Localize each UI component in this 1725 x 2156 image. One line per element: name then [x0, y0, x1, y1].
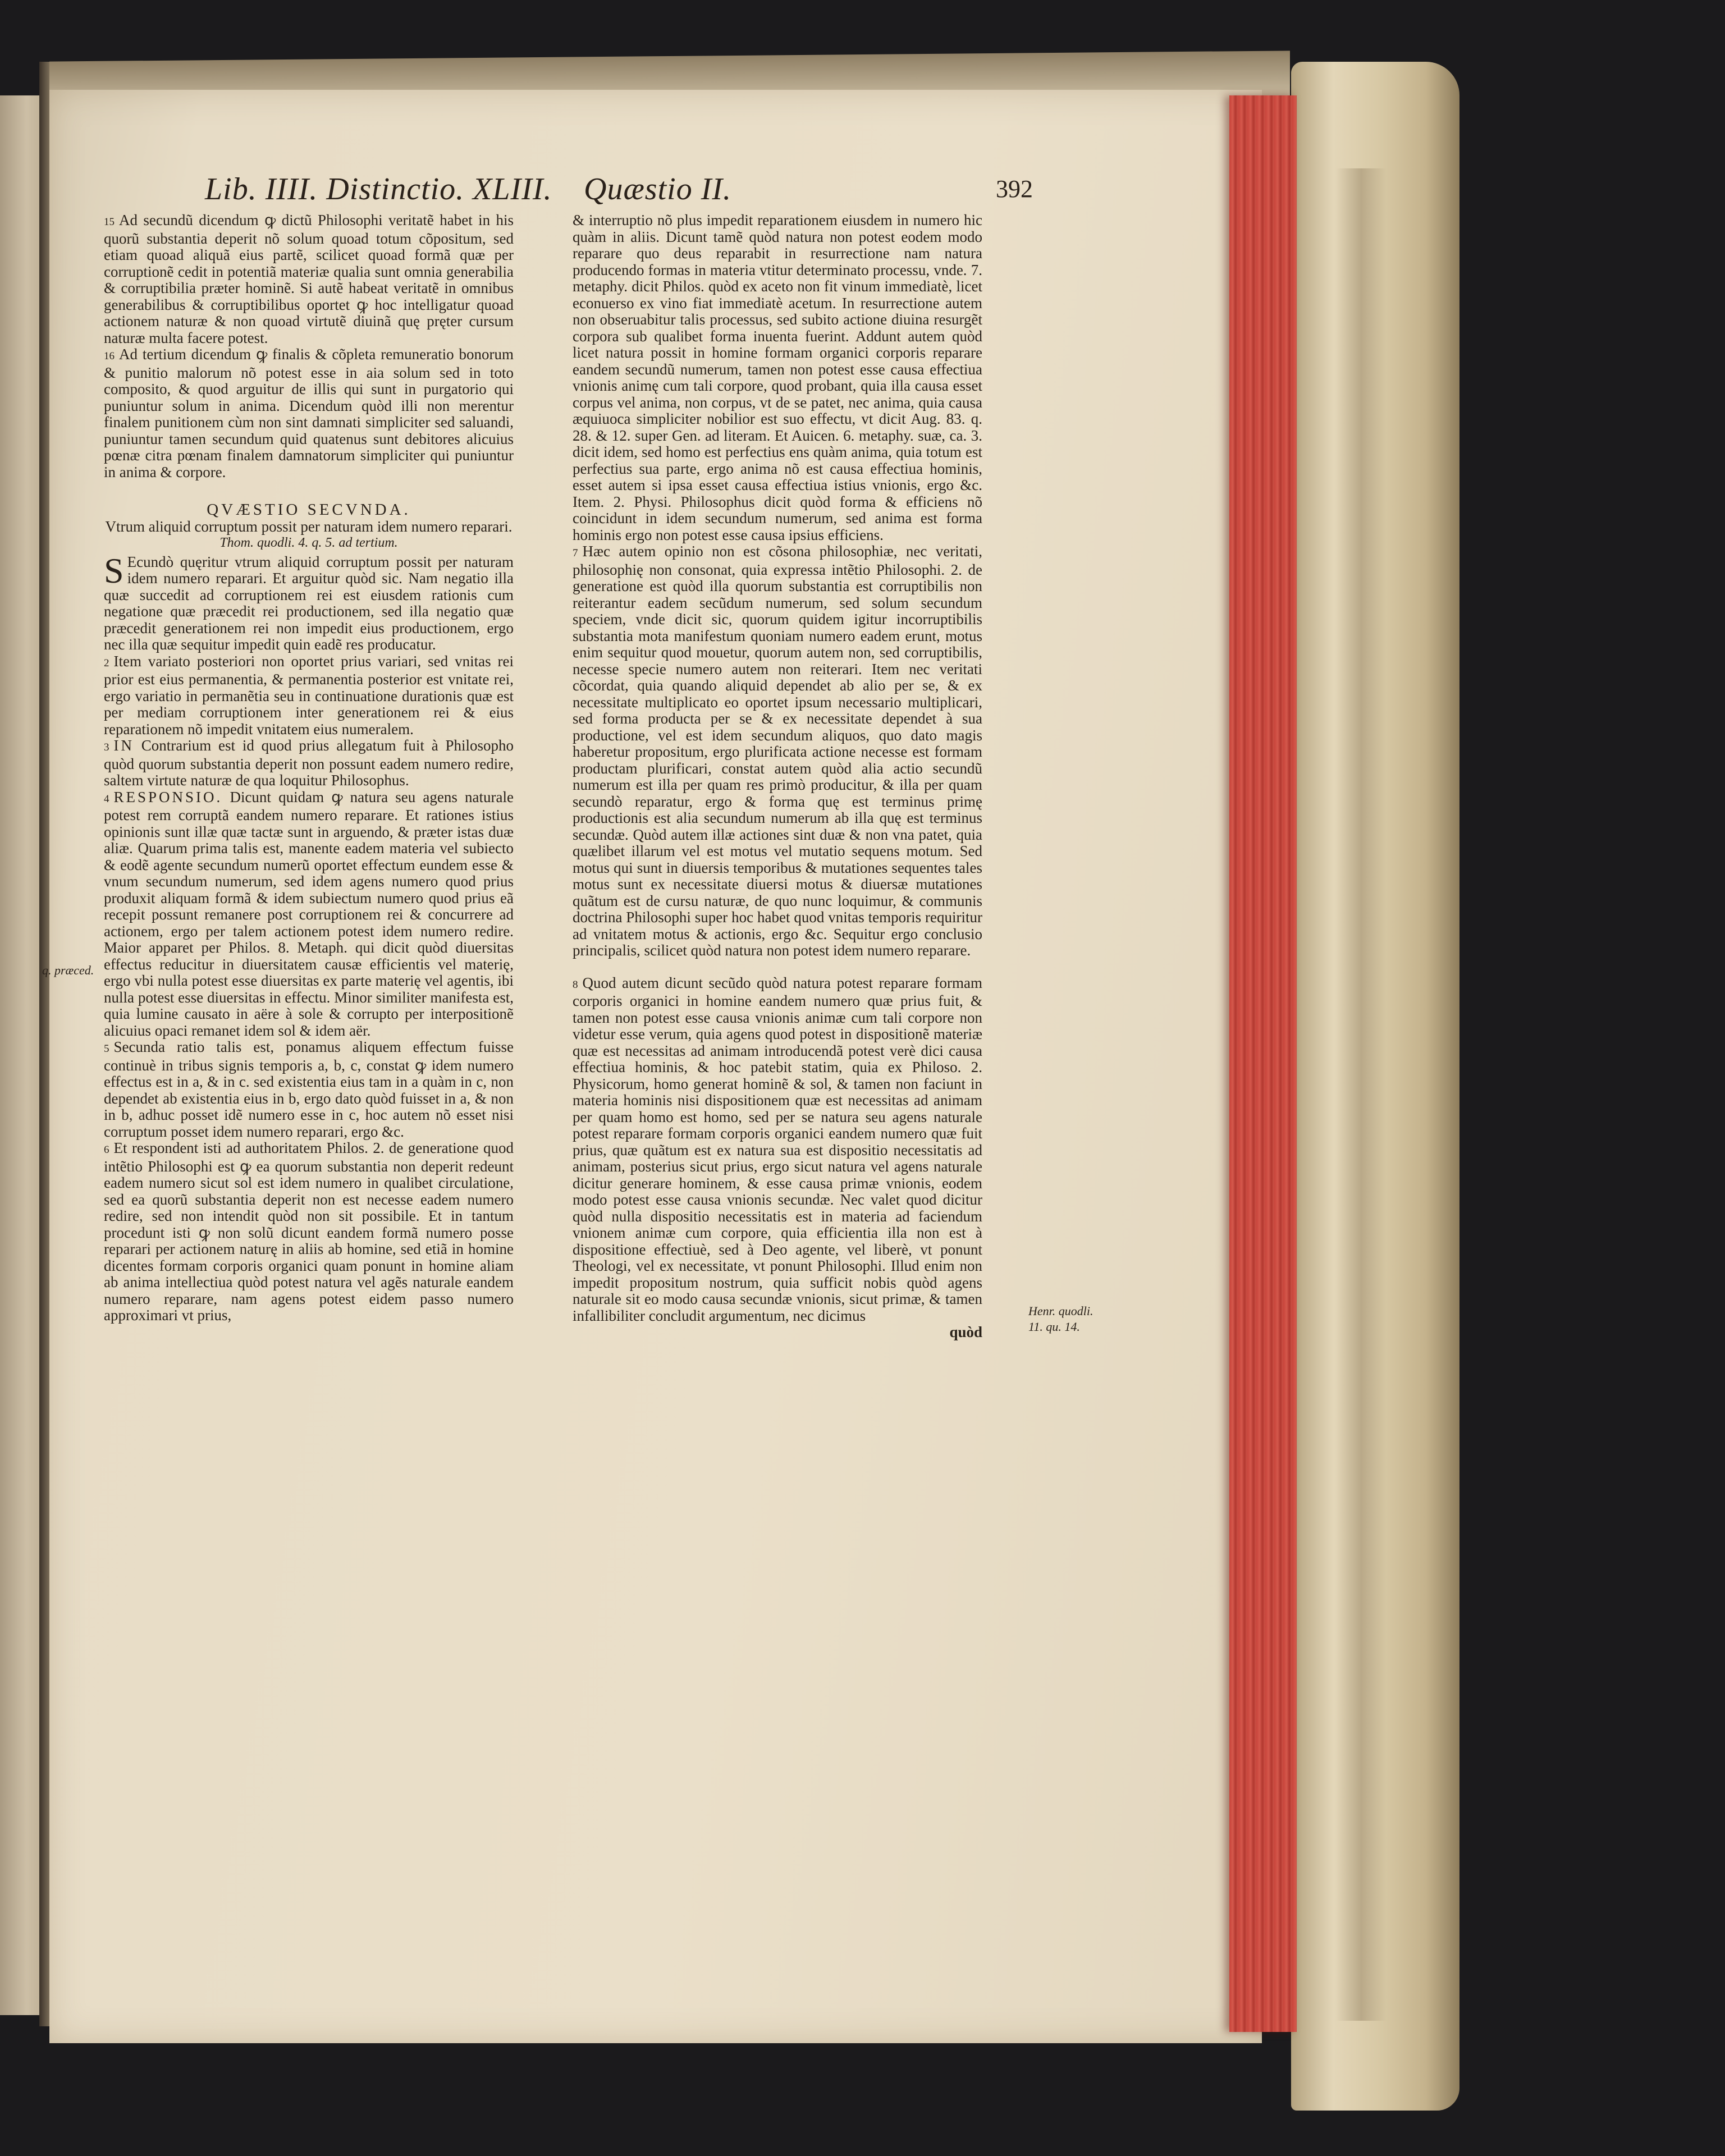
right-text-column [573, 212, 982, 1341]
drop-cap: S [104, 550, 124, 591]
catchword: quòd [949, 1324, 982, 1340]
paragraph-3: 3 IN Contrarium est id quod prius allegatum fuit à Philosopho quòd quorum substantia deperit non possunt eadem numero redire, saltem virtute naturæ de qua loquitur Philosophus. [104, 737, 514, 789]
paragraph-6: 6 Et respondent isti ad authoritatem Philos. 2. de generatione quod intẽtio Philosophi est ꝙ ea quorum substantia non deperit redeunt eadem numero sicut sol est idem numero in qualibet circulatione, sed ea quorũ substantia deperit non est necesse eadem numero redire, sed non intendit quòd non sit possibile. Et in tantum procedunt isti ꝙ non solũ dicunt eandem formã numero posse reparari per actionem naturę in aliis ab homine, sed etiã in homine dicentes formam corporis organici quam ponunt in homine aliam ab anima intellectiua quòd potest natura vel agẽs naturale eandem numero reparare, nam agens potest eidem passo numero approximari vt prius, [104, 1139, 514, 1324]
paragraph-16: 16 Ad tertium dicendum ꝙ finalis & cõpleta remuneratio bonorum & punitio malorum nõ potest esse in aia solum sed in toto composito, & quod arguitur de illis qui sunt in purgatorio qui puniuntur solum in anima. Dicendum quòd illi non merentur finalem punitionem cùm non sint damnati simpliciter sed saluandi, puniuntur tamen secundum quid quatenus sunt debitores alicuius pœnæ citra pœnam finalem damnatorum simpliciter qui puniuntur in anima & corpore. [104, 346, 514, 480]
question-subtitle: Vtrum aliquid corruptum possit per naturam idem numero reparari. [105, 518, 513, 535]
page-number: 392 [996, 175, 1033, 203]
paragraph-8: 8 Quod autem dicunt secũdo quòd natura potest reparare formam corporis organici in homine eandem numero quæ prius fuit, & tamen non potest esse causa vnionis animæ cum tali corpore non videtur esse verum, quia agens quod potest in dispositionẽ materiæ quæ est necessitas ad animam introducendã potest verè dici causa effectiua hominis, & hoc patebit statim, quia ex Philoso. 2. Physicorum, homo generat hominẽ & sol, & tamen non faciunt in materia hominis nisi dispositionem quæ est necessitas ad animam per quam homo est homo, sed per se natura seu agens naturale potest reparare formam corporis organici eandem numero quæ fuit prius, quæ quãtum est ex natura sua est dispositio necessitatis ad animam, posterius sicut prius, ergo sicut natura vel agens naturale dicitur generare hominem, & esse causa primæ vnionis, eodem modo potest esse causa vnionis secundæ. Nec valet quod dicitur quòd nulla dispositio necessitatis est in materia ad faciendum vnionem animæ cum corpore, quia efficientia illa non est à dispositione effectiuè, sed à Deo agente, vel liberè, vt ponunt Theologi, vel ex necessitate, vt ponunt Philosophi. Illud enim non impedit propositum nostrum, quia sufficit nobis quòd agens naturale sit eo modo causa secundæ vnionis, sicut primæ, & tamen infallibiliter concludit argumentum, nec dicimus [573, 974, 982, 1324]
paragraph-5: 5 Secunda ratio talis est, ponamus aliquem effectum fuisse continuè in tribus signis temporis a, b, c, constat ꝙ idem numero effectus est in a, & in c. sed existentia eius tam in a quàm in c, non dependet ab existentia eius in b, ergo dato quòd fuisset in a, & non in b, adhuc posset idẽ numero esse in c, hoc autem nõ esset nisi corruptum posset idem numero reparari, ergo &c. [104, 1038, 514, 1140]
paragraph-2: 2 Item variato posteriori non oportet prius variari, sed vnitas rei prior est eius permanentia, & permanentia posterior est vnitate rei, ergo variatio in permanẽtia seu in continuatione durationis quæ est per mediam corruptionem inter generationem rei & eius reparationem nõ impedit vnitatem eius numeralem. [104, 652, 514, 738]
paragraph-4: 4 RESPONSIO. Dicunt quidam ꝙ natura seu agens naturale potest rem corruptã eandem numero reparare. Et rationes istius opinionis sunt illæ quæ tactæ sunt in arguendo, & præter istas duæ aliæ. Quarum prima talis est, manente eadem materia vel subiecto & eodẽ agente secundum numerũ oportet effectum eundem esse & vnum secundum numerum, sed idem agens numero quod prius produxit aliquam formã & idem subiectum numero quod prius eã recepit possunt remanere post corruptionem rei & concurrere ad actionem, ergo per talem actionem potest idem numero redire. Maior apparet per Philos. 8. Metaph. qui dicit quòd diuersitas effectus reducitur in diuersitatem causæ efficientis vel materię, ergo vbi nulla potest esse diuersitas ex parte materię vel agentis, ibi nulla potest esse diuersitas in effectu. Minor similiter manifesta est, quia lumine causato in aëre à sole & corrupto per interpositionẽ alicuius opaci remanet idem sol & idem aër. [104, 788, 514, 1039]
paragraph-7: 7 Hæc autem opinio non est cõsona philosophiæ, nec veritati, philosophię non consonat, quia expressa intẽtio Philosophi. 2. de generatione est quòd illa quorum substantia est corruptibilis non reiterantur eadem secũdum numerum, sed solum secundum speciem, vnde dicit sic, quorum quidem igitur incorruptibilis substantia mota manifestum quoniam numero eadem erunt, motus enim sequitur quod mouetur, quorum autem non, sed corruptibilis, necesse specie numero autem non reiterari. Item nec veritati cõcordat, quia quando aliquid dependet ab alio per se, & ex necessitate multiplicato eo oportet ipsum necessario multiplicari, sed forma producta per se & ex necessitate dependet à sua productione, vel est idem secundum aliquos, quo dato magis haberetur propositum, ergo plurificata actione necesse est formam productam plurificari, constat autem quòd alia actio secundũ numerum est illa per quam res primò producitur, & illa per quam secundò reparatur, ergo & forma quę est terminus primę productionis est alia secundum numerum ab illa quę est terminus secundæ. Quòd autem illæ actiones sint duæ & non vna patet, quia quælibet illarum vel est motus vel mutatio sequens motum. Sed motus qui sunt in diuersis temporibus & mutationes sequentes tales motus sunt ex necessitate diuersi motus & diuersæ mutationes quãtum est de cursu naturæ, de quo nunc loquimur, & communis doctrina Philosophi super hoc habet quod vnitas temporis requiritur ad vnitatem motus & actionis, ergo &c. Sequitur ergo conclusio principalis, scilicet quòd natura non potest idem numero reparare. [573, 543, 982, 959]
question-reference: Thom. quodli. 4. q. 5. ad tertium. [219, 535, 398, 550]
header-question: Quæstio II. [584, 172, 731, 207]
paragraph-15: 15 Ad secundũ dicendum ꝙ dictũ Philosophi veritatẽ habet in his quorũ substantia deperit nõ solum quoad totum cõpositum, sed etiam quoad aliquã eius partẽ, scilicet quoad formã quæ per corruptionẽ cedit in potentiã materiæ qualia sunt omnia generabilia & corruptibilia præter hominẽ. Si autẽ habeat veritatẽ in omnibus generabilibus & corruptibilibus oportet ꝙ hoc intelligatur quoad actionem naturæ & non quoad virtutẽ diuinã quę pręter cursum naturæ multa facere potest. [104, 212, 514, 346]
question-title: QVÆSTIO SECVNDA. [207, 501, 411, 519]
margin-note-left: q. præced. [42, 963, 94, 977]
paragraph-1: S Ecundò quęritur vtrum aliquid corruptum possit per naturam idem numero reparari. Et arguitur quòd sic. Nam negatio illa quæ succedit ad corruptionem rei est eiusdem rationis cum negatione quæ præcedit rei productionem, sed illa negatio quæ præcedit generationem rei non impedit eius productionem, ergo nec illa quæ sequitur impedit quin eadẽ res producatur. [104, 550, 514, 653]
binding-crease [1336, 168, 1387, 2021]
margin-note-right: Henr. quodli. 11. qu. 14. [1028, 1304, 1093, 1334]
header-book-distinction: Lib. IIII. Distinctio. XLIII. [205, 172, 552, 207]
left-text-column [104, 212, 514, 1324]
paragraph-continued: & interruptio nõ plus impedit reparationem eiusdem in numero hic quàm in aliis. Dicunt tamẽ quòd natura non potest eodem modo reparare quo deus reparabit in resurrectione nam natura producendo formas in materia vtitur determinato processu, vnde. 7. metaphy. dicit Philos. quòd ex aceto non fit vinum immediatè, licet econuerso ex vino fiat immediatè acetum. In resurrectione autem non obseruabitur talis processus, sed subito actione diuina resurgẽt corpora sub qualibet forma inuenta fuerint. Addunt autem quòd licet natura possit in homine formam organici corporis reparare eandem secundũ numerum, tamen non potest esse causa effectiua vnionis animę cum tali corpore, quod probant, quia illa causa esset corpus vel anima, non corpus, vt de se patet, nec anima, quia causa æquiuoca simpliciter nobilior est suo effectu, vt dicit Aug. 83. q. 28. & 12. super Gen. ad literam. Et Auicen. 6. metaphy. suæ, ca. 3. dicit idem, sed homo est perfectius ens quàm anima, quia totum est perfectius sua parte, ergo anima nõ est causa effectiua hominis, esset autem si ipsa esset causa effectiua istius vnionis, ergo &c. Item. 2. Physi. Philosophus dicit quòd forma & efficiens nõ coincidunt in idem secundum numerum, sed anima est forma hominis ergo non potest esse causa ipsius efficiens. [573, 212, 982, 543]
running-header [205, 171, 1033, 210]
red-page-edges [1229, 95, 1297, 2032]
